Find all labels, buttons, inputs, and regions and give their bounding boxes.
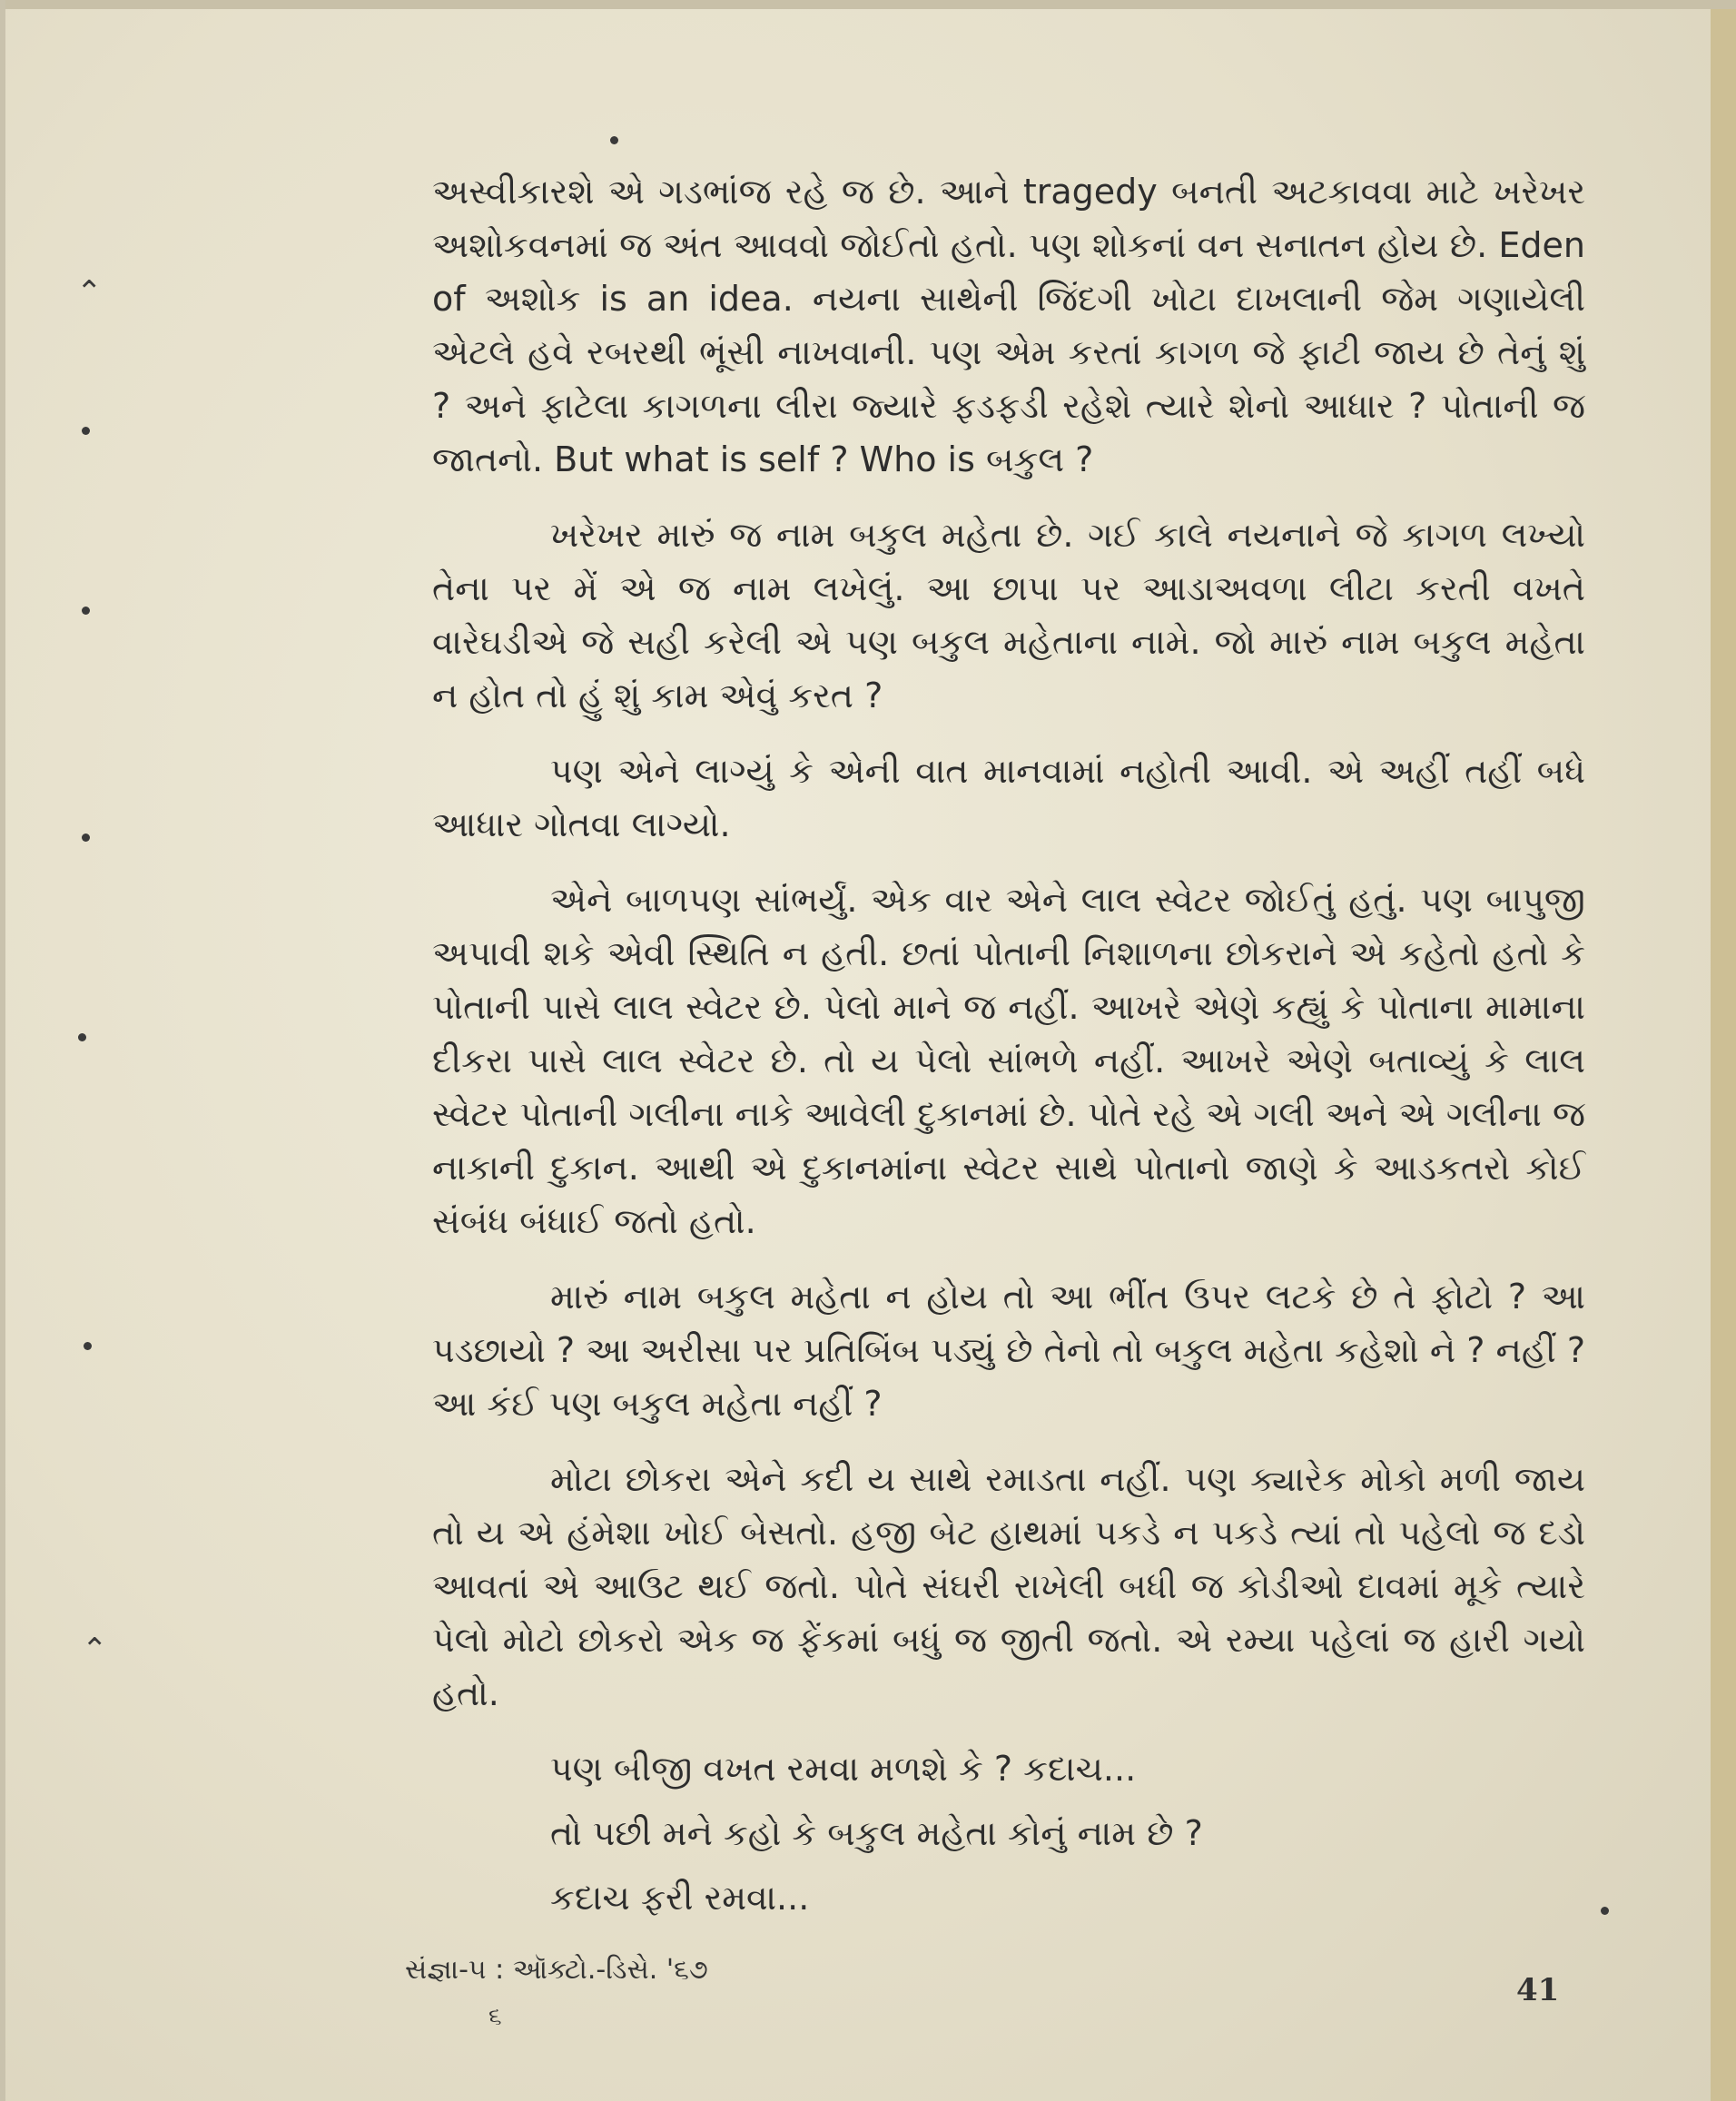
journal-issue-footer: સંજ્ઞા-૫ : ઑક્ટો.-ડિસે. '૬૭ <box>405 1954 708 1986</box>
body-text <box>432 165 1585 1936</box>
paragraph: પણ બીજી વખત રમવા મળશે કે ? કદાચ... <box>550 1749 1137 1789</box>
signature-mark: ૬ <box>488 2003 502 2030</box>
margin-dot <box>1601 1907 1609 1915</box>
paragraph: એને બાળપણ સાંભર્યું. એક વાર એને લાલ સ્વેટર જોઈતું હતું. પણ બાપુજી અપાવી શકે એવી સ્થિતિ ન હતી. છતાં પોતાની નિશાળના છોકરાને એ કહેતો હતો કે પોતાની પાસે લાલ સ્વેટર છે. પેલો માને જ નહીં. આખરે એણે કહ્યું કે પોતાના મામાના દીકરા પાસે લાલ સ્વેટર છે. તો ય પેલો સાંભળે નહીં. આખરે એણે બતાવ્યું કે લાલ સ્વેટર પોતાની ગલીના નાકે આવેલી દુકાનમાં છે. પોતે રહે એ ગલી અને એ ગલીના જ નાકાની દુકાન. આથી એ દુકાનમાંના સ્વેટર સાથે પોતાનો જાણે કે આડકતરો કોઈ સંબંધ બંધાઈ જતો હતો. <box>432 880 1585 1241</box>
margin-dot <box>82 833 90 842</box>
paragraph: મારું નામ બકુલ મહેતા ન હોય તો આ ભીંત ઉપર લટકે છે તે ફોટો ? આ પડછાયો ? આ અરીસા પર પ્રતિબિંબ પડ્યું છે તેનો તો બકુલ મહેતા કહેશો ને ? નહીં ? આ કંઈ પણ બકુલ મહેતા નહીં ? <box>432 1277 1585 1424</box>
paragraph: કદાચ ફરી રમવા... <box>550 1878 810 1918</box>
margin-mark: ⌃ <box>82 1632 108 1668</box>
margin-dot <box>84 1342 92 1350</box>
page-number: 41 <box>1516 1972 1560 2008</box>
margin-dot <box>78 1033 86 1041</box>
paragraph: તો પછી મને કહો કે બકુલ મહેતા કોનું નામ છે ? <box>550 1813 1203 1853</box>
margin-dot <box>82 427 90 435</box>
ink-speck <box>610 136 618 144</box>
paragraph: ખરેખર મારું જ નામ બકુલ મહેતા છે. ગઈ કાલે નયનાને જે કાગળ લખ્યો તેના પર મેં એ જ નામ લખેલું. આ છાપા પર આડાઅવળા લીટા કરતી વખતે વારેઘડીએ જે સહી કરેલી એ પણ બકુલ મહેતાના નામે. જો મારું નામ બકુલ મહેતા ન હોત તો હું શું કામ એવું કરત ? <box>432 515 1585 715</box>
paragraph: અસ્વીકારશે એ ગડભાંજ રહે જ છે. આને tragedy બનતી અટકાવવા માટે ખરેખર અશોકવનમાં જ અંત આવવો જોઈતો હતો. પણ શોકનાં વન સનાતન હોય છે. Eden of અશોક is an idea. નયના સાથેની જિંદગી ખોટા દાખલાની જેમ ગણાયેલી એટલે હવે રબરથી ભૂંસી નાખવાની. પણ એમ કરતાં કાગળ જે ફાટી જાય છે તેનું શું ? અને ફાટેલા કાગળના લીરા જ્યારે ફડફડી રહેશે ત્યારે શેનો આધાર ? પોતાની જ જાતનો. But what is self ? Who is બકુલ ? <box>432 172 1585 479</box>
paragraph: મોટા છોકરા એને કદી ય સાથે રમાડતા નહીં. પણ ક્યારેક મોકો મળી જાય તો ય એ હંમેશા ખોઈ બેસતો. હજી બેટ હાથમાં પકડે ન પકડે ત્યાં તો પહેલો જ દડો આવતાં એ આઉટ થઈ જતો. પોતે સંઘરી રાખેલી બધી જ કોડીઓ દાવમાં મૂકે ત્યારે પેલો મોટો છોકરો એક જ ફેંકમાં બધું જ જીતી જતો. એ રમ્યા પહેલાં જ હારી ગયો હતો. <box>432 1459 1585 1713</box>
page-top-edge <box>5 0 1736 9</box>
paragraph: પણ એને લાગ્યું કે એની વાત માનવામાં નહોતી આવી. એ અહીં તહીં બધે આધાર ગોતવા લાગ્યો. <box>432 751 1585 844</box>
margin-dot <box>82 607 90 615</box>
margin-mark: ⌃ <box>76 274 103 311</box>
